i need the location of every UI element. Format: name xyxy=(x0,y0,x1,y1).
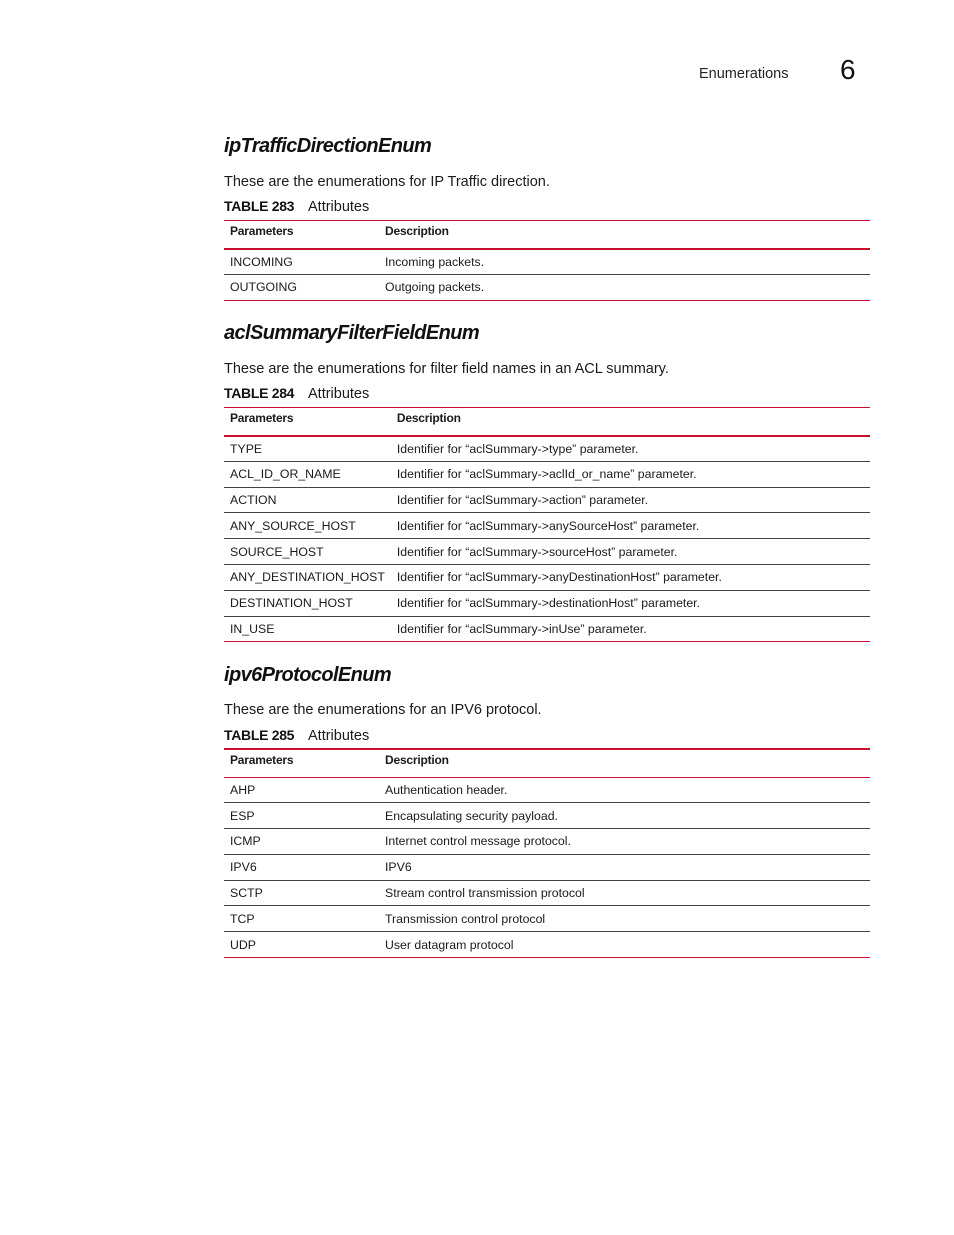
parameter-cell: ESP xyxy=(224,803,379,829)
table-row xyxy=(224,803,870,829)
parameter-cell: DESTINATION_HOST xyxy=(224,590,391,616)
section-ip-traffic-direction-enum xyxy=(224,133,870,303)
table-row xyxy=(224,249,870,275)
parameter-cell: ANY_DESTINATION_HOST xyxy=(224,564,391,590)
description-cell: Identifier for “aclSummary->sourceHost” parameter. xyxy=(391,539,870,565)
table-caption xyxy=(224,197,369,215)
description-cell: User datagram protocol xyxy=(379,932,870,958)
column-header-description: Description xyxy=(379,749,870,777)
parameter-cell: TCP xyxy=(224,906,379,932)
parameter-cell: ACL_ID_OR_NAME xyxy=(224,461,391,487)
description-cell: Outgoing packets. xyxy=(379,274,870,300)
parameter-cell: OUTGOING xyxy=(224,274,379,300)
table-row xyxy=(224,932,870,958)
table-row xyxy=(224,487,870,513)
table-caption-text: Attributes xyxy=(308,728,370,744)
description-cell: Identifier for “aclSummary->anyDestinationHost” parameter. xyxy=(391,564,870,590)
table-row xyxy=(224,436,870,462)
parameter-cell: AHP xyxy=(224,777,379,803)
parameter-cell: TYPE xyxy=(224,436,391,462)
description-cell: Incoming packets. xyxy=(379,249,870,275)
parameter-cell: UDP xyxy=(224,932,379,958)
attributes-table xyxy=(224,220,870,301)
table-number: TABLE 283 xyxy=(224,198,295,214)
description-cell: Transmission control protocol xyxy=(379,906,870,932)
section-intro: These are the enumerations for an IPV6 protocol. xyxy=(224,702,542,718)
table-caption xyxy=(224,726,369,744)
column-header-parameters: Parameters xyxy=(224,749,379,777)
table-header-row xyxy=(224,749,870,777)
description-cell: Identifier for “aclSummary->aclId_or_name” parameter. xyxy=(391,461,870,487)
attributes-table xyxy=(224,407,870,642)
parameter-cell: ACTION xyxy=(224,487,391,513)
table-header-row xyxy=(224,408,870,436)
description-cell: Encapsulating security payload. xyxy=(379,803,870,829)
table-row xyxy=(224,880,870,906)
parameter-cell: ICMP xyxy=(224,829,379,855)
attributes-table xyxy=(224,748,870,958)
parameter-cell: IPV6 xyxy=(224,854,379,880)
chapter-title: Enumerations xyxy=(699,66,789,82)
description-cell: Stream control transmission protocol xyxy=(379,880,870,906)
description-cell: Identifier for “aclSummary->destinationHost” parameter. xyxy=(391,590,870,616)
table-caption-text: Attributes xyxy=(308,199,370,215)
section-title: ipv6ProtocolEnum xyxy=(224,664,392,686)
description-cell: Identifier for “aclSummary->action” parameter. xyxy=(391,487,870,513)
section-intro: These are the enumerations for IP Traffic direction. xyxy=(224,174,550,190)
section-ipv6-protocol-enum xyxy=(224,662,870,962)
table-number: TABLE 284 xyxy=(224,385,295,401)
table-row xyxy=(224,274,870,300)
table-header-row xyxy=(224,221,870,249)
table-row xyxy=(224,564,870,590)
table-caption-text: Attributes xyxy=(308,386,370,402)
description-cell: IPV6 xyxy=(379,854,870,880)
chapter-number: 6 xyxy=(840,54,856,85)
description-cell: Internet control message protocol. xyxy=(379,829,870,855)
table-row xyxy=(224,461,870,487)
parameter-cell: SCTP xyxy=(224,880,379,906)
section-intro: These are the enumerations for filter field names in an ACL summary. xyxy=(224,361,669,377)
table-row xyxy=(224,513,870,539)
parameter-cell: SOURCE_HOST xyxy=(224,539,391,565)
column-header-parameters: Parameters xyxy=(224,221,379,249)
description-cell: Identifier for “aclSummary->inUse” parameter. xyxy=(391,616,870,642)
table-caption xyxy=(224,384,369,402)
table-row xyxy=(224,906,870,932)
description-cell: Authentication header. xyxy=(379,777,870,803)
table-row xyxy=(224,590,870,616)
table-row xyxy=(224,539,870,565)
description-cell: Identifier for “aclSummary->type” parameter. xyxy=(391,436,870,462)
section-acl-summary-filter-field-enum xyxy=(224,320,870,645)
parameter-cell: ANY_SOURCE_HOST xyxy=(224,513,391,539)
column-header-description: Description xyxy=(379,221,870,249)
table-row xyxy=(224,829,870,855)
section-title: aclSummaryFilterFieldEnum xyxy=(224,322,480,344)
parameter-cell: INCOMING xyxy=(224,249,379,275)
table-row xyxy=(224,854,870,880)
table-row xyxy=(224,777,870,803)
parameter-cell: IN_USE xyxy=(224,616,391,642)
column-header-description: Description xyxy=(391,408,870,436)
table-number: TABLE 285 xyxy=(224,727,295,743)
column-header-parameters: Parameters xyxy=(224,408,391,436)
table-row xyxy=(224,616,870,642)
description-cell: Identifier for “aclSummary->anySourceHost” parameter. xyxy=(391,513,870,539)
section-title: ipTrafficDirectionEnum xyxy=(224,135,432,157)
